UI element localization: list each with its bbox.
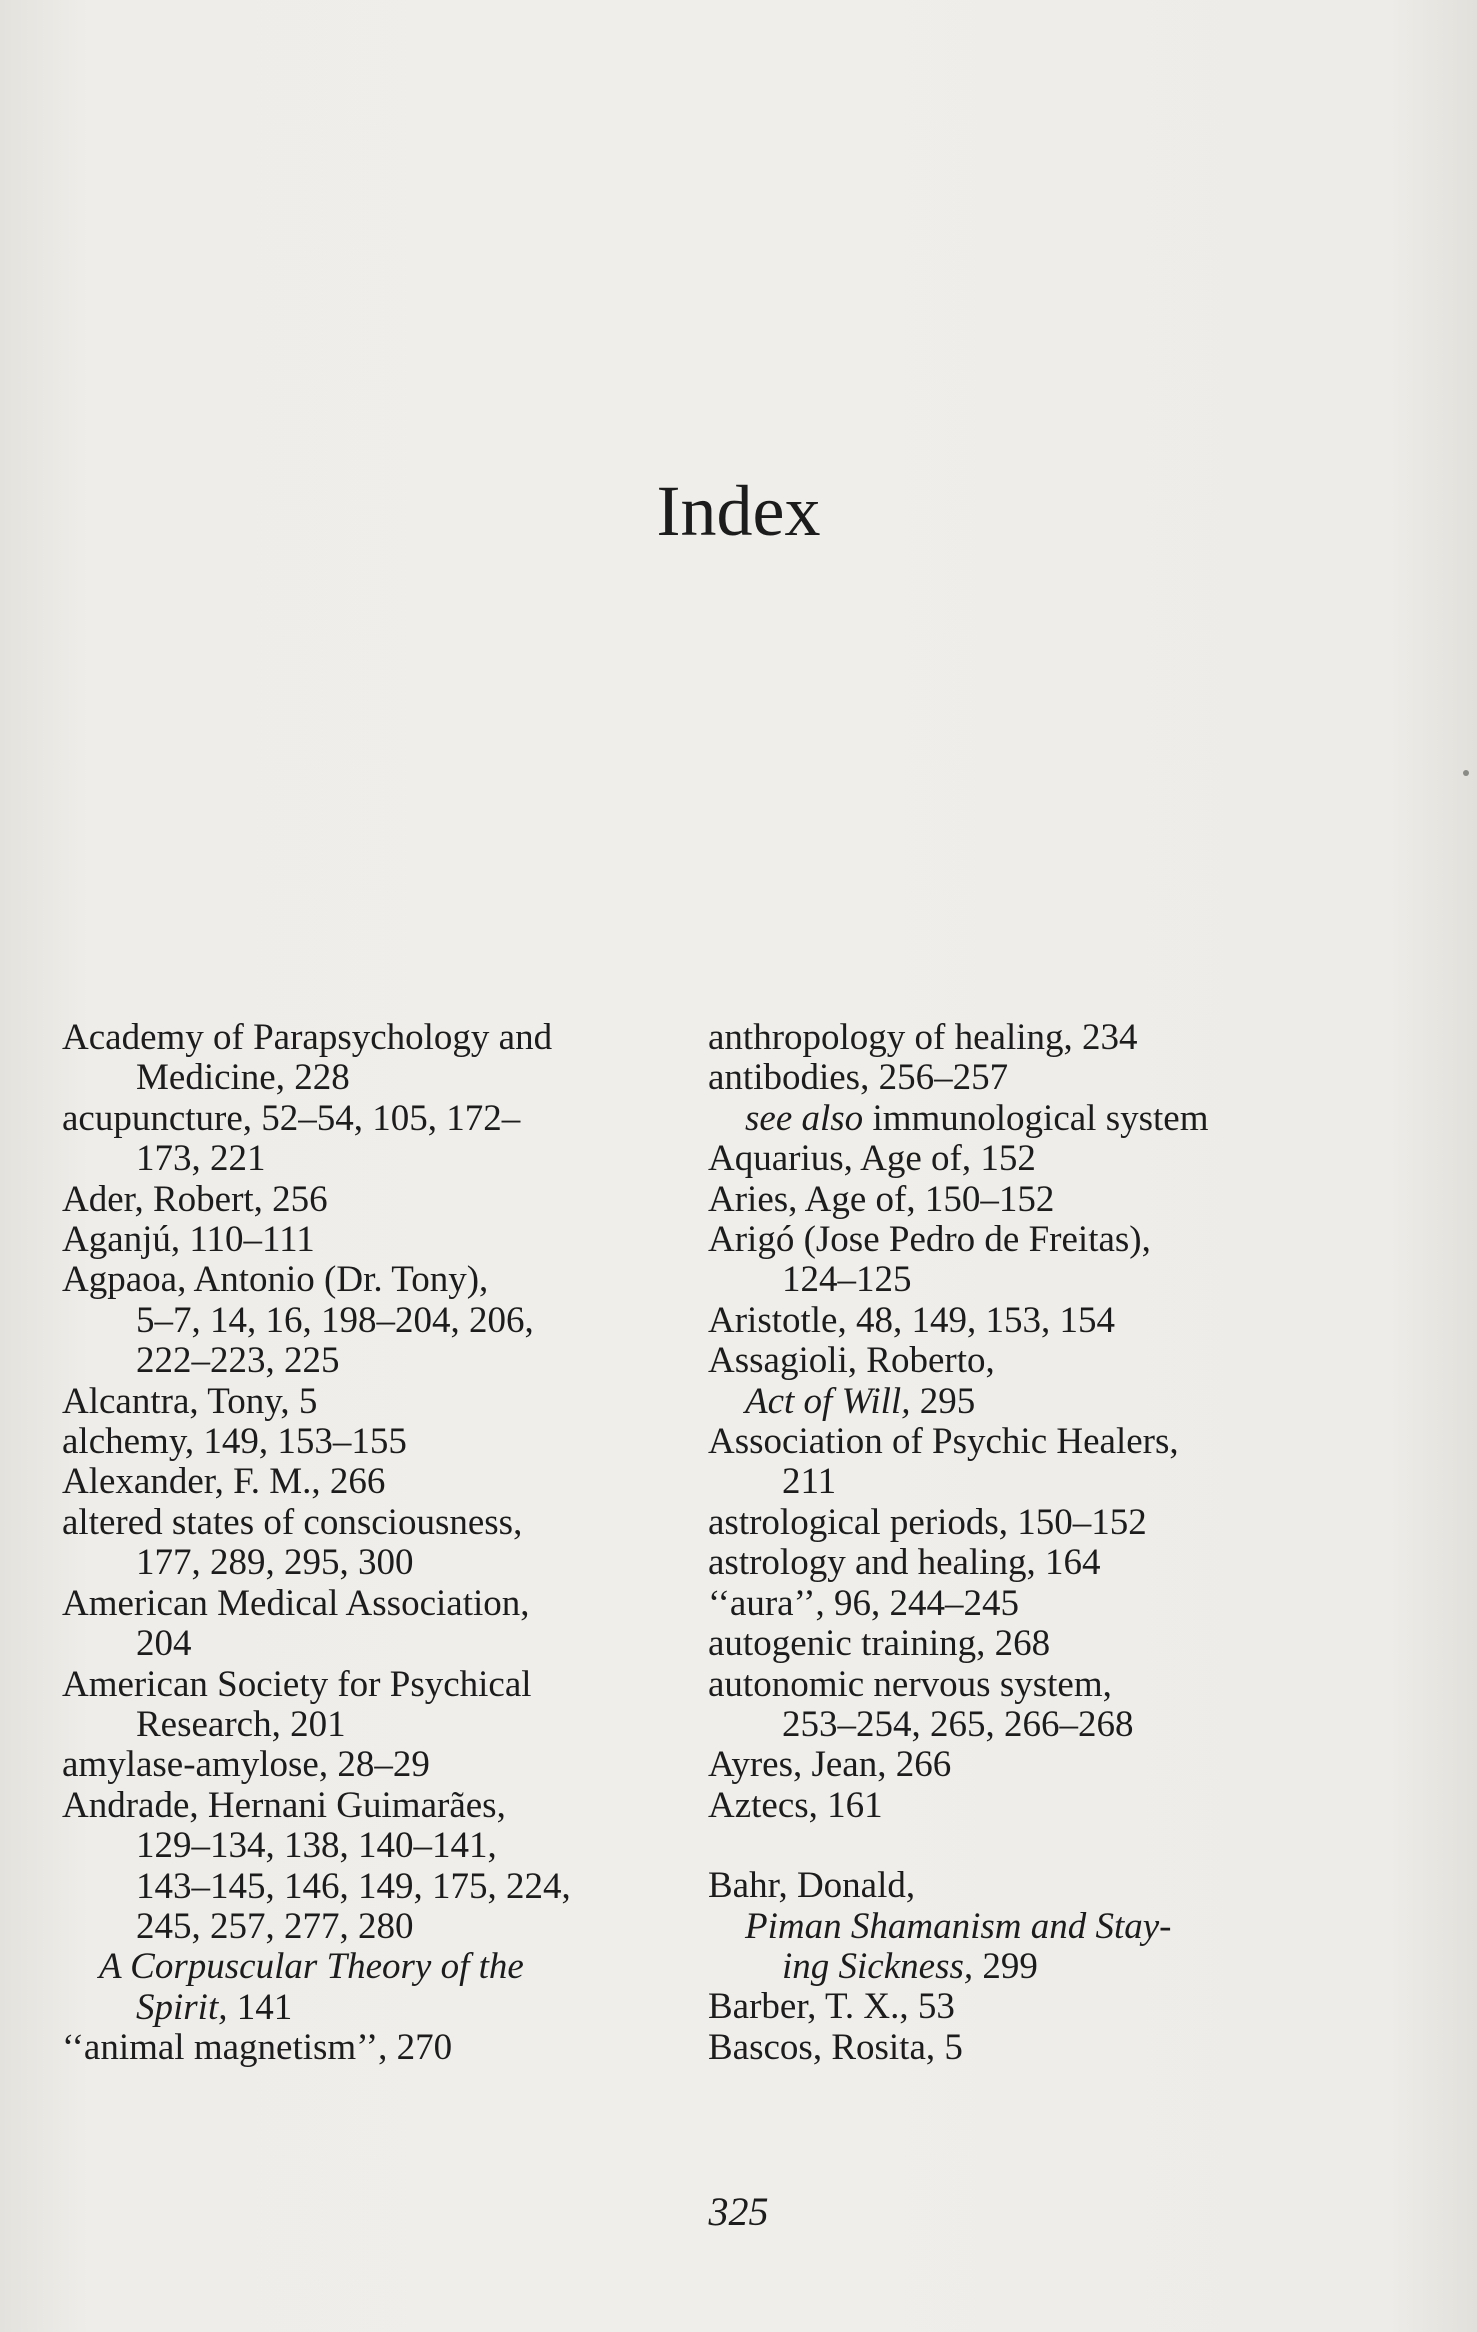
index-entry xyxy=(708,1745,1368,1785)
index-entry-text: 129–134, 138, 140–141, xyxy=(136,1825,497,1867)
index-entry-title: Spirit, xyxy=(136,1986,228,2028)
index-entry-text: ‘‘aura’’, 96, 244–245 xyxy=(708,1582,1019,1624)
index-entry xyxy=(708,1503,1368,1543)
index-entry-line xyxy=(708,1584,1368,1624)
index-entry-line xyxy=(708,1382,1368,1422)
index-entry-line xyxy=(62,1503,682,1543)
index-entry-text: Academy of Parapsychology and xyxy=(62,1017,553,1058)
index-entry xyxy=(62,1462,682,1502)
index-entry-text: Barber, T. X., 53 xyxy=(708,1986,955,2028)
index-entry-line xyxy=(62,1180,682,1220)
index-entry-line xyxy=(708,1907,1368,1947)
index-entry-text: Association of Psychic Healers, xyxy=(708,1421,1179,1463)
index-entry-title: Act of Will, xyxy=(745,1380,911,1422)
index-entry-title: see also xyxy=(745,1097,864,1139)
index-entry-text: Aztecs, 161 xyxy=(708,1784,883,1826)
index-entry-line xyxy=(708,1422,1368,1462)
index-entry xyxy=(62,1220,682,1260)
index-entry-line xyxy=(62,1543,682,1583)
index-entry-line xyxy=(62,1099,682,1139)
index-entry-text: amylase-amylose, 28–29 xyxy=(62,1744,430,1786)
index-entry-text: Alexander, F. M., 266 xyxy=(62,1461,386,1503)
index-entry-text: 204 xyxy=(136,1623,192,1665)
index-entry xyxy=(708,1220,1368,1301)
index-entry-line xyxy=(62,1422,682,1462)
index-entry xyxy=(708,1139,1368,1179)
index-entry-text: 245, 257, 277, 280 xyxy=(136,1905,414,1947)
index-entry-line xyxy=(708,1099,1368,1139)
index-entry-text: 143–145, 146, 149, 175, 224, xyxy=(136,1865,571,1907)
index-entry xyxy=(708,1866,1368,1987)
index-entry-line xyxy=(708,1624,1368,1664)
index-entry-line xyxy=(62,1947,682,1987)
index-entry-text: autonomic nervous system, xyxy=(708,1663,1112,1705)
index-entry-text: 177, 289, 295, 300 xyxy=(136,1542,414,1584)
index-entry-line xyxy=(62,1462,682,1502)
index-entry-line xyxy=(708,1139,1368,1179)
page-title: Index xyxy=(656,471,821,551)
index-entry-line xyxy=(708,1987,1368,2027)
index-entry-text: Arigó (Jose Pedro de Freitas), xyxy=(708,1219,1151,1261)
index-entry-title: Piman Shamanism and Stay- xyxy=(745,1905,1172,1947)
index-entry-text: Assagioli, Roberto, xyxy=(708,1340,995,1382)
index-entry-text: Ader, Robert, 256 xyxy=(62,1178,328,1220)
index-entry xyxy=(62,1503,682,1584)
index-entry-title: A Corpuscular Theory of the xyxy=(99,1946,524,1988)
index-entry xyxy=(708,1058,1368,1098)
index-entry xyxy=(62,1382,682,1422)
index-entry xyxy=(708,1099,1368,1139)
index-entry xyxy=(708,1987,1368,2027)
index-entry-text: Aries, Age of, 150–152 xyxy=(708,1178,1055,1220)
index-entry-text: 211 xyxy=(782,1461,837,1503)
index-entry-line xyxy=(708,1745,1368,1785)
index-entry-title: ing Sickness, xyxy=(782,1945,974,1987)
index-entry-line xyxy=(62,1139,682,1179)
index-entry-line xyxy=(708,1705,1368,1745)
index-entry xyxy=(62,2028,682,2068)
index-entry-text: anthropology of healing, 234 xyxy=(708,1017,1138,1058)
index-entry-line xyxy=(708,1341,1368,1381)
index-entry-line xyxy=(708,1786,1368,1826)
index-entry-line xyxy=(708,1180,1368,1220)
index-entry xyxy=(708,2028,1368,2068)
index-entry xyxy=(62,1099,682,1180)
index-entry xyxy=(708,1624,1368,1664)
index-entry-text: Bascos, Rosita, 5 xyxy=(708,2026,963,2068)
index-entry-text: astrology and healing, 164 xyxy=(708,1542,1101,1584)
index-entry-line xyxy=(62,1786,682,1826)
index-entry-line xyxy=(708,1260,1368,1300)
index-entry xyxy=(708,1301,1368,1341)
index-entry xyxy=(62,1018,682,1099)
index-entry-line xyxy=(708,1866,1368,1906)
index-entry-line xyxy=(62,1584,682,1624)
index-entry-text: antibodies, 256–257 xyxy=(708,1057,1009,1099)
index-entry-line xyxy=(62,1018,682,1058)
index-entry-text: astrological periods, 150–152 xyxy=(708,1501,1147,1543)
index-entry-line xyxy=(62,1624,682,1664)
index-column-left xyxy=(62,1018,682,2069)
index-entry xyxy=(62,1422,682,1462)
index-entry-line xyxy=(708,1058,1368,1098)
index-entry-line xyxy=(62,1341,682,1381)
index-entry-line xyxy=(62,1867,682,1907)
index-entry-text: Alcantra, Tony, 5 xyxy=(62,1380,318,1422)
index-entry-text: altered states of consciousness, xyxy=(62,1501,523,1543)
index-entry-text: American Society for Psychical xyxy=(62,1663,532,1705)
index-entry-text: 222–223, 225 xyxy=(136,1340,340,1382)
page-number: 325 xyxy=(708,2189,769,2234)
index-entry-line xyxy=(62,1745,682,1785)
index-entry xyxy=(708,1543,1368,1583)
index-entry xyxy=(62,1180,682,1220)
index-entry-line xyxy=(62,1665,682,1705)
index-entry xyxy=(708,1422,1368,1503)
index-entry-text: 173, 221 xyxy=(136,1138,266,1180)
index-entry xyxy=(62,1947,682,2028)
index-entry-line xyxy=(708,1462,1368,1502)
index-entry-text: Aquarius, Age of, 152 xyxy=(708,1138,1036,1180)
index-entry-line xyxy=(62,1301,682,1341)
index-entry-line xyxy=(708,1665,1368,1705)
index-entry-text: Aganjú, 110–111 xyxy=(62,1219,315,1261)
index-entry-text: Research, 201 xyxy=(136,1703,346,1745)
index-entry-line xyxy=(708,1543,1368,1583)
index-entry-text: Andrade, Hernani Guimarães, xyxy=(62,1784,506,1826)
index-entry-text: Agpaoa, Antonio (Dr. Tony), xyxy=(62,1259,489,1301)
index-column-right xyxy=(708,1018,1368,2068)
index-entry xyxy=(62,1584,682,1665)
index-entry xyxy=(708,1018,1368,1058)
index-entry-text: immunological system xyxy=(863,1097,1209,1139)
index-entry xyxy=(62,1786,682,1948)
index-entry-line xyxy=(62,1988,682,2028)
index-entry-text: acupuncture, 52–54, 105, 172– xyxy=(62,1097,521,1139)
index-entry xyxy=(708,1584,1368,1624)
index-entry xyxy=(708,1341,1368,1422)
index-entry-text: American Medical Association, xyxy=(62,1582,530,1624)
index-entry-text: 124–125 xyxy=(782,1259,912,1301)
index-entry-text: 141 xyxy=(227,1986,293,2028)
index-entry-text: 253–254, 265, 266–268 xyxy=(782,1703,1134,1745)
index-entry xyxy=(62,1665,682,1746)
index-entry-line xyxy=(62,2028,682,2068)
binding-dot xyxy=(1463,770,1469,776)
index-entry-line xyxy=(708,2028,1368,2068)
index-entry-line xyxy=(62,1826,682,1866)
index-entry xyxy=(708,1665,1368,1746)
index-entry xyxy=(708,1786,1368,1826)
index-entry-text: Medicine, 228 xyxy=(136,1057,350,1099)
index-entry-text: 5–7, 14, 16, 198–204, 206, xyxy=(136,1299,534,1341)
index-entry-line xyxy=(708,1503,1368,1543)
index-entry-line xyxy=(62,1220,682,1260)
index-entry-text: alchemy, 149, 153–155 xyxy=(62,1421,407,1463)
index-entry xyxy=(62,1745,682,1785)
index-entry-text: Ayres, Jean, 266 xyxy=(708,1744,952,1786)
index-entry-line xyxy=(708,1301,1368,1341)
index-entry-line xyxy=(62,1058,682,1098)
index-entry-line xyxy=(62,1705,682,1745)
index-entry-text: Aristotle, 48, 149, 153, 154 xyxy=(708,1299,1115,1341)
index-entry-line xyxy=(62,1907,682,1947)
index-entry-text: autogenic training, 268 xyxy=(708,1623,1051,1665)
index-entry xyxy=(62,1260,682,1381)
index-entry-text: Bahr, Donald, xyxy=(708,1865,916,1907)
index-entry-line xyxy=(708,1220,1368,1260)
index-entry-text: 299 xyxy=(973,1945,1038,1987)
index-entry-line xyxy=(62,1382,682,1422)
index-entry-text: 295 xyxy=(910,1380,976,1422)
index-entry xyxy=(708,1180,1368,1220)
index-entry-line xyxy=(708,1018,1368,1058)
index-entry-text: ‘‘animal magnetism’’, 270 xyxy=(62,2027,453,2069)
index-entry-line xyxy=(62,1260,682,1300)
index-entry-line xyxy=(708,1947,1368,1987)
